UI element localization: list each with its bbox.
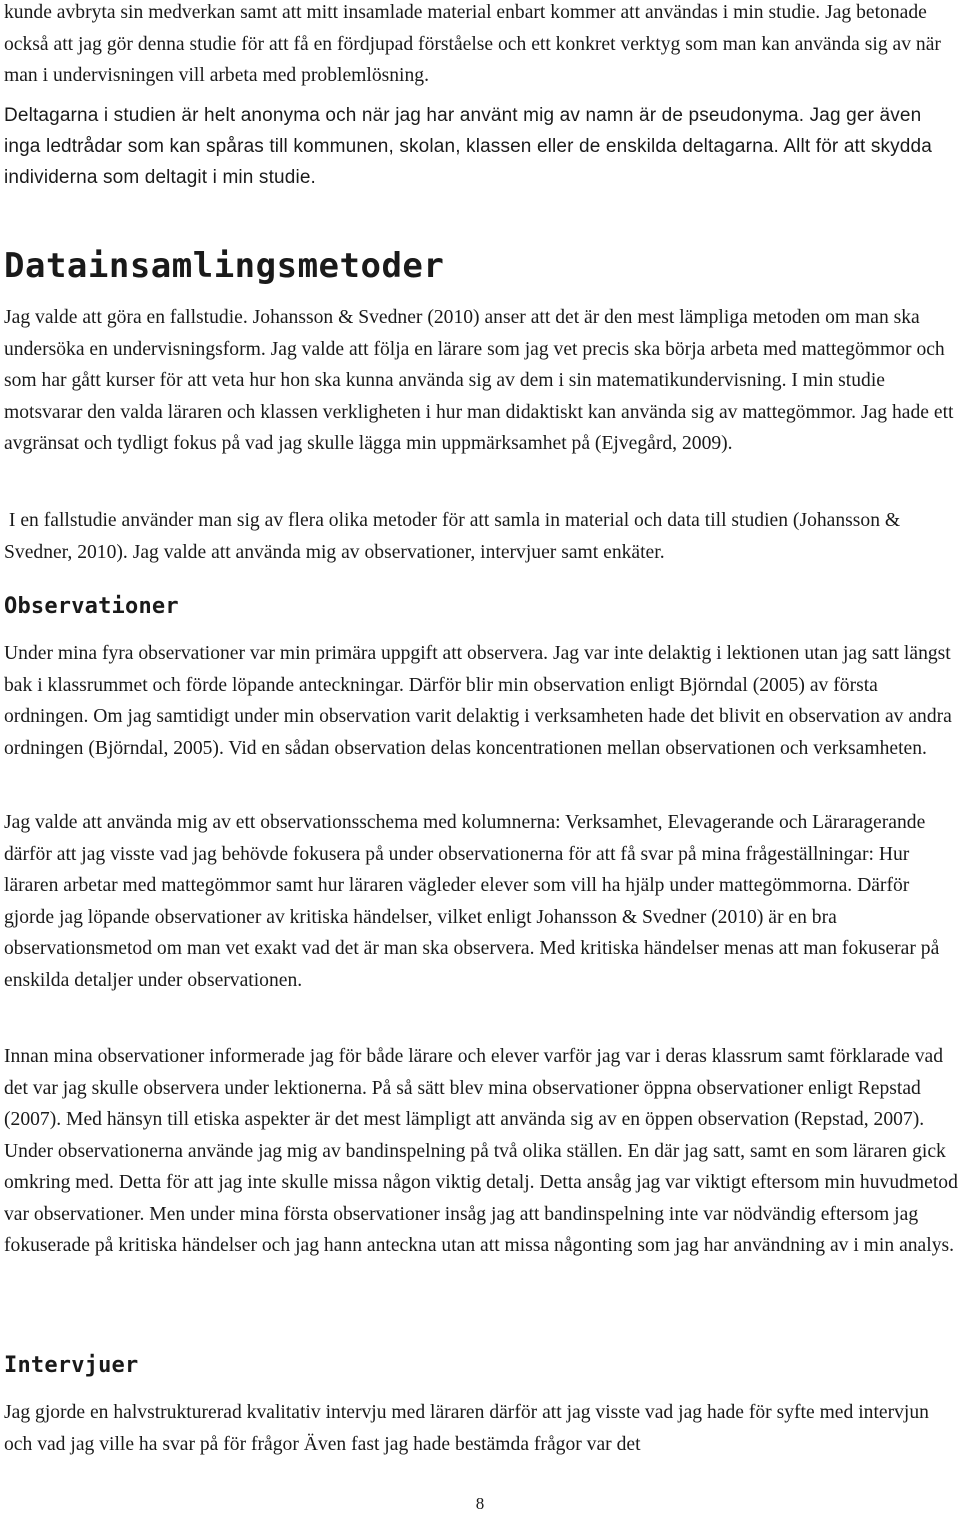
- observations-heading: Observationer: [4, 594, 179, 619]
- interviews-paragraph-1: Jag gjorde en halvstrukturerad kvalitativ intervju med läraren därför att jag visste vad jag hade för syfte med intervjun och vad jag ville ha svar på för frågor Även fast jag hade bestämda frågor var det: [4, 1402, 929, 1455]
- anonymity-paragraph: Deltagarna i studien är helt anonyma och när jag har använt mig av namn är de pseudonyma. Jag ger även inga ledtrådar som kan spåras till kommunen, skolan, klassen eller de enskilda deltagarna. Allt för att skydda individerna som deltagit i min studie.: [4, 105, 932, 188]
- methods-paragraph-1: Jag valde att göra en fallstudie. Johansson & Svedner (2010) anser att det är den mest lämpliga metoden om man ska undersöka en undervisningsform. Jag valde att följa en lärare som jag vet precis ska börja arbeta med mattegömmor och som har gått kurser för att veta hur hon ska kunna använda sig av dem i sin matematikundervisning. I min studie motsvarar den valda läraren och klassen verkligheten i hur man didaktiskt kan använda sig av mattegömmor. Jag hade ett avgränsat och tydligt fokus på vad jag skulle lägga min uppmärksamhet på (Ejvegård, 2009).: [4, 307, 954, 454]
- intro-paragraph: kunde avbryta sin medverkan samt att mitt insamlade material enbart kommer att användas i min studie. Jag betonade också att jag gör denna studie för att få en fördjupad förståelse och ett konkret verktyg som man kan använda sig av när man i undervisningen vill arbeta med problemlösning.: [4, 2, 941, 86]
- methods-paragraph-2: I en fallstudie använder man sig av flera olika metoder för att samla in material och data till studien (Johansson & Svedner, 2010). Jag valde att använda mig av observationer, intervjuer samt enkäter.: [4, 510, 906, 563]
- observations-paragraph-2: Jag valde att använda mig av ett observationsschema med kolumnerna: Verksamhet, Elevagerande och Läraragerande därför att jag visste vad jag behövde fokusera på under observationerna för att få svar på mina frågeställningar: Hur läraren arbetar med mattegömmor samt hur läraren vägleder elever som vill ha hjälp under mattegömmorna. Därför gjorde jag löpande observationer av kritiska händelser, vilket enligt Johansson & Svedner (2010) är en bra observationsmetod om man vet exakt vad det är man ska observera. Med kritiska händelser menas att man fokuserar på enskilda detaljer under observationen.: [4, 812, 940, 991]
- interviews-heading: Intervjuer: [4, 1353, 139, 1378]
- observations-paragraph-3: Innan mina observationer informerade jag för både lärare och elever varför jag var i deras klassrum samt förklarade vad det var jag skulle observera under lektionerna. På så sätt blev mina observationer öppna observationer enligt Repstad (2007). Med hänsyn till etiska aspekter är det mest lämpligt att använda sig av en öppen observation (Repstad, 2007). Under observationerna använde jag mig av bandinspelning på två olika ställen. En där jag satt, samt en som läraren gick omkring med. Detta för att jag inte skulle missa någon viktig detalj. Detta ansåg jag var viktigt eftersom min huvudmetod var observationer. Men under mina första observationer insåg jag att bandinspelning inte var nödvändig eftersom jag fokuserade på kritiska händelser och jag hann anteckna utan att missa någonting som jag har användning av i min analys.: [4, 1046, 958, 1256]
- page-number: 8: [475, 1494, 485, 1513]
- methods-heading: Datainsamlingsmetoder: [4, 246, 445, 286]
- observations-paragraph-1: Under mina fyra observationer var min primära uppgift att observera. Jag var inte delaktig i lektionen utan jag satt längst bak i klassrummet och förde löpande anteckningar. Därför blir min observation enligt Björndal (2005) av första ordningen. Om jag samtidigt under min observation varit delaktig i verksamheten hade det blivit en observation av andra ordningen (Björndal, 2005). Vid en sådan observation delas koncentrationen mellan observationen och verksamheten.: [4, 643, 952, 759]
